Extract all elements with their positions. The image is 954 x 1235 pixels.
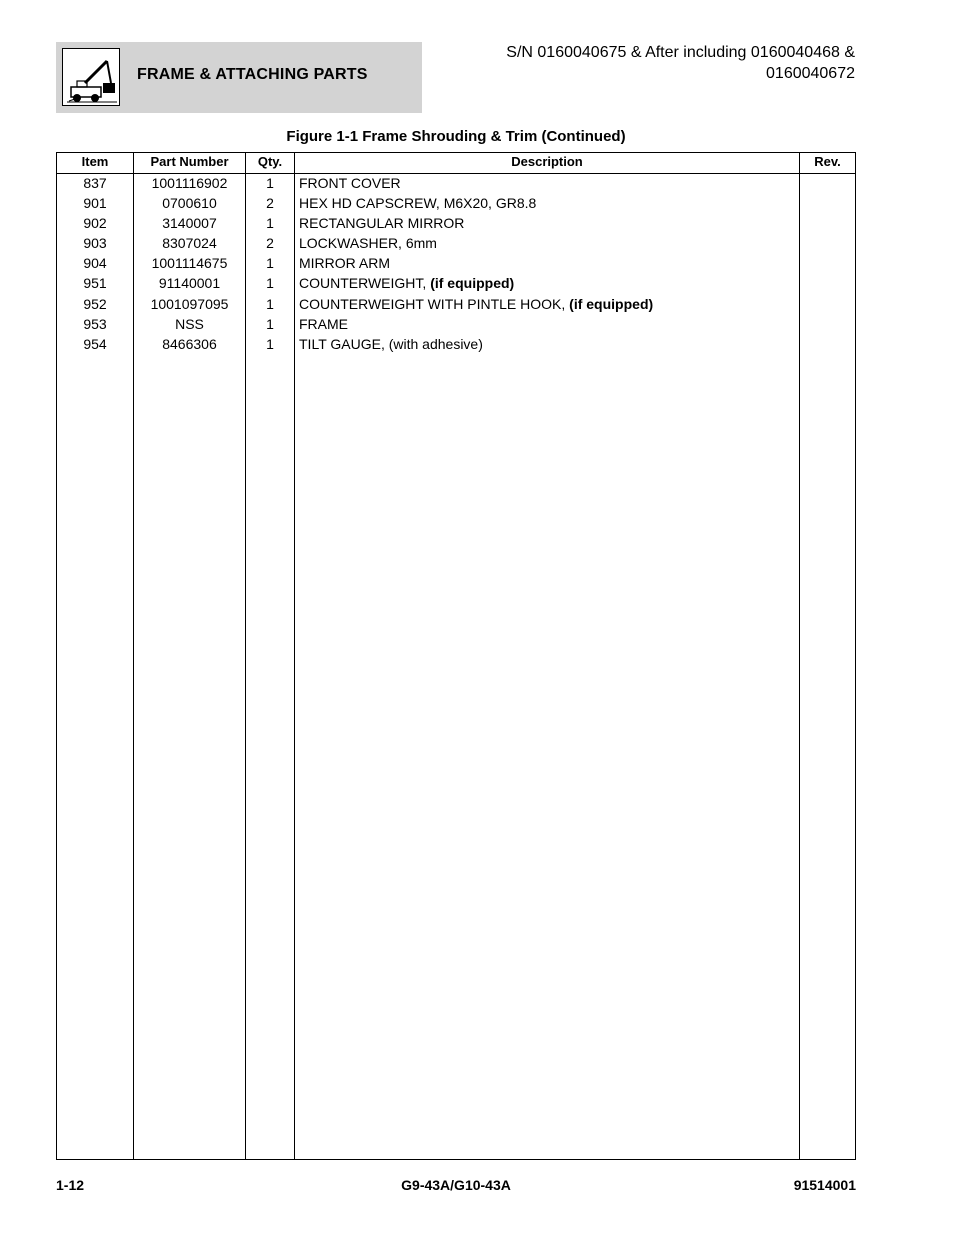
item-cell: 951 [83,275,107,292]
model-number: G9-43A/G10-43A [401,1177,511,1193]
qty-cell: 2 [266,195,274,212]
aerial-lift-machine-icon [62,48,120,106]
serial-number-range [435,42,855,84]
table-row [57,315,855,335]
item-cell: 953 [83,315,107,332]
part-number-cell: 91140001 [158,275,221,292]
description-text: TILT GAUGE, (with adhesive) [299,335,483,352]
document-number: 91514001 [793,1177,856,1193]
description-cell [299,234,799,253]
column-header-rev: Rev. [814,154,841,169]
description-text: RECTANGULAR MIRROR [299,215,465,232]
description-cell [299,295,799,314]
part-number-cell: 1001097095 [150,295,229,312]
page-number: 1-12 [56,1177,85,1193]
qty-cell: 2 [266,235,274,252]
item-cell: 952 [83,295,107,312]
part-number-cell: 1001116902 [151,175,228,191]
column-header-qty: Qty. [257,154,283,169]
item-cell: 902 [83,215,107,232]
description-text: FRAME [299,315,348,332]
description-cell [299,274,799,293]
column-header-item: Item [81,154,109,169]
table-body [57,174,855,355]
description-cell [299,335,799,354]
table-row [57,194,855,214]
serial-line-1: S/N 0160040675 & After including 0160040468 & [506,44,855,61]
description-cell [299,174,799,193]
item-cell: 954 [83,335,107,352]
description-note: (if equipped) [569,295,654,312]
part-number-cell: NSS [175,315,204,332]
part-number-cell: 8307024 [162,235,217,252]
description-text: COUNTERWEIGHT, [299,275,431,292]
qty-cell: 1 [266,315,274,332]
part-number-cell: 0700610 [162,195,217,212]
qty-cell: 1 [266,255,274,272]
table-row [57,174,855,194]
qty-cell: 1 [266,175,274,191]
item-cell: 903 [83,235,107,252]
table-row [57,295,855,315]
description-text: FRONT COVER [299,175,401,191]
qty-cell: 1 [266,215,274,232]
description-cell [299,315,799,334]
figure-title: Figure 1-1 Frame Shrouding & Trim (Continued) [286,128,626,145]
description-text: MIRROR ARM [299,255,390,272]
item-cell: 904 [83,255,107,272]
table-row [57,274,855,294]
description-note: (if equipped) [430,275,515,292]
part-number-cell: 8466306 [162,335,217,352]
qty-cell: 1 [266,295,274,312]
part-number-cell: 3140007 [162,215,217,232]
qty-cell: 1 [266,275,274,292]
section-title: FRAME & ATTACHING PARTS [137,66,368,83]
table-row [57,234,855,254]
parts-table [56,152,856,1160]
description-cell [299,254,799,273]
table-row [57,254,855,274]
description-cell [299,214,799,233]
item-cell: 901 [83,195,107,212]
column-header-description: Description [511,154,583,169]
description-text: HEX HD CAPSCREW, M6X20, GR8.8 [299,195,537,212]
serial-line-2: 0160040672 [766,65,855,82]
column-header-part-number: Part Number [150,154,229,169]
table-row [57,335,855,355]
table-row [57,214,855,234]
item-cell: 837 [83,175,107,191]
description-text: COUNTERWEIGHT WITH PINTLE HOOK, [299,295,570,312]
description-text: LOCKWASHER, 6mm [299,235,437,252]
description-cell [299,194,799,213]
qty-cell: 1 [266,335,274,352]
part-number-cell: 1001114675 [151,255,228,272]
